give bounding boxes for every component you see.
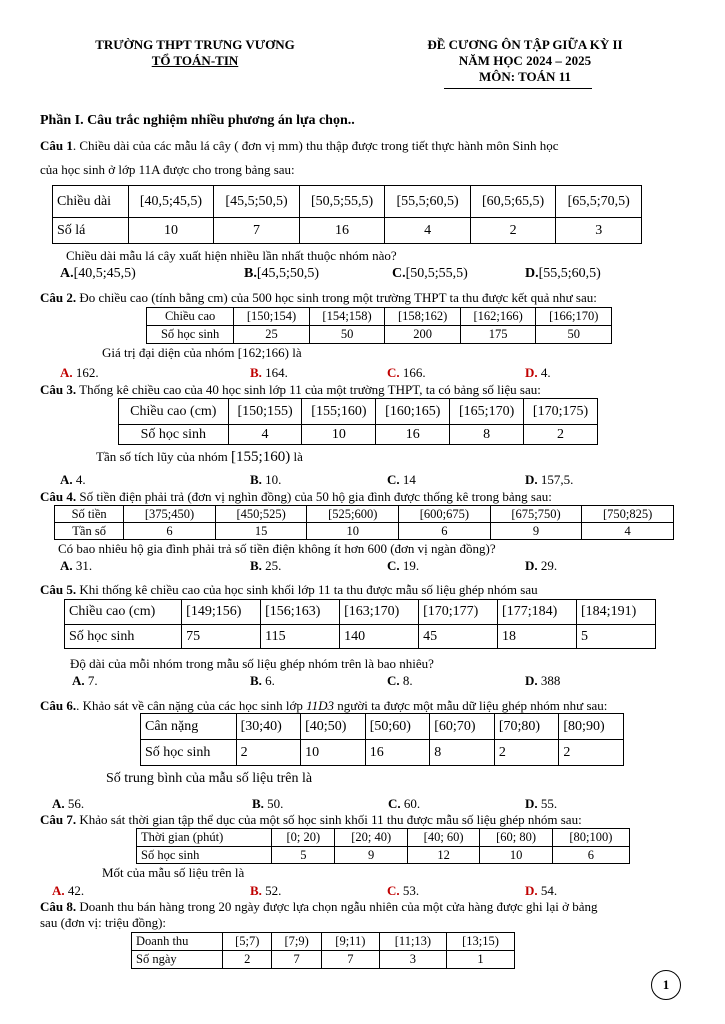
option-letter: C. (387, 558, 400, 573)
table-cell: 3 (379, 951, 446, 969)
table-cell: [184;191) (577, 600, 656, 625)
option-text: 56. (67, 796, 85, 811)
option-letter: A. (52, 883, 65, 898)
prompt-text: Tần số tích lũy của nhóm (96, 449, 232, 464)
table-cell: [150;154) (234, 308, 310, 326)
table-cell: [30;40) (236, 714, 301, 740)
option-letter: C. (387, 472, 400, 487)
option-c[interactable] (387, 365, 426, 381)
table-cell: 8 (430, 740, 495, 766)
table-cell: [50,5;55,5) (299, 186, 385, 218)
document-title: ĐỀ CƯƠNG ÔN TẬP GIỮA KỲ II (427, 37, 623, 52)
option-text: 50. (267, 796, 284, 811)
option-text: 29. (540, 558, 558, 573)
table-cell: [80;100) (552, 829, 629, 847)
question-label: Câu 3. (40, 382, 77, 397)
question-7-prompt: Mốt của mẫu số liệu trên là (102, 865, 245, 880)
option-a[interactable] (52, 883, 84, 899)
option-letter: A. (60, 472, 73, 487)
table-cell: 15 (215, 523, 307, 540)
question-label: Câu 6. (40, 698, 77, 713)
table-cell: Số học sinh (119, 425, 229, 445)
question-text: Khi thống kê chiều cao của học sinh khối lớp 11 ta thu được mẫu số liệu ghép nhóm sau (76, 582, 538, 597)
table-cell: [162;166) (460, 308, 536, 326)
option-letter: D. (525, 673, 538, 688)
table-cell: [20; 40) (335, 829, 407, 847)
question-6-text (40, 698, 607, 714)
table-cell: 16 (365, 740, 430, 766)
table-cell: 6 (399, 523, 491, 540)
table-cell: [70;80) (494, 714, 559, 740)
option-a[interactable] (52, 796, 84, 812)
table-cell: [40; 60) (407, 829, 479, 847)
question-7-text (40, 812, 582, 828)
table-cell: [170;175) (524, 399, 598, 425)
option-letter: B. (244, 266, 257, 281)
option-text: 7. (87, 673, 98, 688)
q5-table (64, 599, 656, 649)
table-cell: 12 (407, 847, 479, 864)
table-cell: 45 (419, 625, 498, 649)
table-cell: [163;170) (340, 600, 419, 625)
option-d[interactable] (525, 558, 557, 574)
table-cell: [13;15) (447, 933, 515, 951)
table-cell: [600;675) (399, 506, 491, 523)
question-2-prompt: Giá trị đại diện của nhóm [162;166) là (102, 345, 302, 360)
table-cell: 2 (494, 740, 559, 766)
table-cell: Số ngày (132, 951, 223, 969)
question-8-text (40, 899, 598, 915)
table-cell: Số lá (53, 218, 129, 244)
option-c[interactable] (387, 883, 419, 899)
question-label: Câu 7. (40, 812, 77, 827)
table-cell: [60;70) (430, 714, 495, 740)
table-cell: 115 (261, 625, 340, 649)
table-cell: Doanh thu (132, 933, 223, 951)
option-d[interactable] (525, 472, 573, 488)
table-cell: 5 (272, 847, 335, 864)
table-cell: [55,5;60,5) (385, 186, 471, 218)
option-letter: A. (52, 796, 65, 811)
option-c[interactable] (392, 266, 468, 282)
table-cell: [675;750) (490, 506, 582, 523)
table-cell: 10 (301, 740, 366, 766)
q4-table (54, 505, 674, 540)
question-label: Câu 1 (40, 138, 73, 153)
option-d[interactable] (525, 365, 551, 381)
option-letter: C. (388, 796, 401, 811)
table-cell: 4 (228, 425, 302, 445)
option-letter: D. (525, 558, 538, 573)
option-text: 52. (265, 883, 282, 898)
question-8-text-2: sau (đơn vị: triệu đồng): (40, 915, 167, 930)
table-cell: 9 (490, 523, 582, 540)
table-cell: 1 (447, 951, 515, 969)
table-cell: [11;13) (379, 933, 446, 951)
option-letter: B. (250, 365, 262, 380)
table-cell: Chiều dài (53, 186, 129, 218)
option-letter: C. (387, 673, 400, 688)
question-5-text (40, 582, 538, 598)
option-c[interactable] (387, 472, 416, 488)
q3-table (118, 398, 598, 445)
question-3-prompt (96, 449, 303, 466)
question-label: Câu 4. (40, 489, 77, 504)
q1-table (52, 185, 642, 244)
option-text: 157,5. (540, 472, 574, 487)
question-1-text-2: của học sinh ở lớp 11A được cho trong bảng sau: (40, 162, 295, 177)
prompt-text: là (290, 449, 303, 464)
option-letter: D. (525, 883, 538, 898)
table-cell: 6 (124, 523, 216, 540)
table-cell: [50;60) (365, 714, 430, 740)
option-b[interactable] (252, 796, 283, 812)
subject: MÔN: TOÁN 11 (479, 69, 571, 84)
option-text: [45,5;50,5) (256, 266, 320, 281)
table-cell: [5;7) (223, 933, 272, 951)
option-letter: A. (60, 365, 73, 380)
question-2-text (40, 290, 597, 306)
table-cell: 200 (385, 326, 461, 344)
option-b[interactable] (250, 673, 275, 689)
question-4-prompt: Có bao nhiêu hộ gia đình phải trả số tiền điện không ít hơn 600 (đơn vị ngàn đồng)? (58, 541, 496, 556)
table-cell: [150;155) (228, 399, 302, 425)
option-b[interactable] (250, 558, 281, 574)
table-cell: [160;165) (376, 399, 450, 425)
table-cell: 75 (182, 625, 261, 649)
option-text: 4. (540, 365, 551, 380)
option-d[interactable] (525, 266, 601, 282)
option-letter: C. (387, 883, 400, 898)
table-cell: Tần số (55, 523, 124, 540)
option-text: 164. (265, 365, 288, 380)
class-name: 11D3 (306, 698, 335, 713)
option-letter: B. (250, 558, 262, 573)
table-cell: 8 (450, 425, 524, 445)
question-text: Thống kê chiều cao của 40 học sinh lớp 11 của một trường THPT, ta có bảng số liệu sau: (76, 382, 541, 397)
table-cell: [65,5;70,5) (556, 186, 642, 218)
table-cell: [40;50) (301, 714, 366, 740)
table-cell: Thời gian (phút) (137, 829, 272, 847)
question-text: . Khảo sát về cân nặng của các học sinh lớp (76, 698, 307, 713)
question-text: . Chiều dài của các mẫu lá cây ( đơn vị mm) thu thập được trong tiết thực hành môn Sinh học (72, 138, 559, 153)
option-letter: C. (387, 365, 400, 380)
option-letter: B. (250, 673, 262, 688)
table-cell: Số học sinh (147, 326, 234, 344)
table-cell: [525;600) (307, 506, 399, 523)
table-cell: [9;11) (321, 933, 379, 951)
option-text: 55. (540, 796, 558, 811)
question-1-prompt: Chiều dài mẫu lá cây xuất hiện nhiều lần nhất thuộc nhóm nào? (66, 248, 397, 263)
table-cell: [7;9) (272, 933, 321, 951)
table-cell: Số học sinh (141, 740, 237, 766)
table-cell: 7 (214, 218, 300, 244)
table-cell: [158;162) (385, 308, 461, 326)
option-text: [50,5;55,5) (405, 266, 468, 281)
option-text: 53. (402, 883, 420, 898)
q2-table (146, 307, 612, 344)
option-c[interactable] (387, 558, 419, 574)
table-cell: 16 (299, 218, 385, 244)
q7-table (136, 828, 630, 864)
option-letter: B. (250, 883, 262, 898)
table-cell: [149;156) (182, 600, 261, 625)
table-cell: [450;525) (215, 506, 307, 523)
option-text: [55,5;60,5) (538, 266, 601, 281)
prompt-interval: [155;160) (231, 449, 291, 465)
table-cell: 175 (460, 326, 536, 344)
option-a[interactable] (72, 673, 98, 689)
option-text: 10. (265, 472, 282, 487)
part-heading: Phần I. Câu trắc nghiệm nhiều phương án lựa chọn.. (40, 113, 355, 128)
table-cell: [154;158) (309, 308, 385, 326)
table-cell: [375;450) (124, 506, 216, 523)
page-number: 1 (651, 970, 681, 1000)
question-6-prompt: Số trung bình của mẫu số liệu trên là (106, 771, 313, 786)
table-cell: [166;170) (536, 308, 612, 326)
table-cell: Chiều cao (147, 308, 234, 326)
table-cell: Chiều cao (cm) (119, 399, 229, 425)
table-cell: 50 (309, 326, 385, 344)
option-text: [40,5;45,5) (73, 266, 136, 281)
option-a[interactable] (60, 558, 92, 574)
table-cell: Chiều cao (cm) (65, 600, 182, 625)
question-4-text (40, 489, 552, 505)
table-cell: 2 (559, 740, 624, 766)
question-text: Đo chiều cao (tính bằng cm) của 500 học sinh trong một trường THPT ta thu được kết quả như sau: (76, 290, 597, 305)
table-cell: [750;825) (582, 506, 674, 523)
department-name: TỔ TOÁN-TIN (151, 53, 239, 68)
option-letter: D. (525, 266, 539, 281)
table-cell: 10 (128, 218, 214, 244)
option-b[interactable] (250, 472, 281, 488)
option-text: 25. (265, 558, 282, 573)
table-cell: Số tiền (55, 506, 124, 523)
option-b[interactable] (250, 365, 288, 381)
table-cell: 25 (234, 326, 310, 344)
option-b[interactable] (250, 883, 281, 899)
option-c[interactable] (388, 796, 420, 812)
table-cell: 16 (376, 425, 450, 445)
option-a[interactable] (60, 365, 99, 381)
option-text: 19. (402, 558, 420, 573)
table-cell: [170;177) (419, 600, 498, 625)
option-a[interactable] (60, 266, 136, 282)
question-label: Câu 2. (40, 290, 77, 305)
option-d[interactable] (525, 796, 557, 812)
option-c[interactable] (387, 673, 413, 689)
option-letter: B. (250, 472, 262, 487)
table-cell: 7 (272, 951, 321, 969)
question-1-text (40, 138, 558, 154)
option-letter: A. (60, 558, 73, 573)
table-cell: [156;163) (261, 600, 340, 625)
table-cell: 5 (577, 625, 656, 649)
table-cell: 4 (385, 218, 471, 244)
option-text: 42. (67, 883, 85, 898)
option-letter: B. (252, 796, 264, 811)
table-cell: [80;90) (559, 714, 624, 740)
option-text: 4. (75, 472, 86, 487)
table-cell: Số học sinh (65, 625, 182, 649)
table-cell: [60; 80) (480, 829, 552, 847)
table-cell: 18 (498, 625, 577, 649)
table-cell: [60,5;65,5) (470, 186, 556, 218)
option-letter: D. (525, 365, 538, 380)
question-text: Doanh thu bán hàng trong 20 ngày được lựa chọn ngẫu nhiên của một cửa hàng được ghi lại ở bảng (76, 899, 598, 914)
table-cell: 4 (582, 523, 674, 540)
table-cell: 9 (335, 847, 407, 864)
table-cell: [155;160) (302, 399, 376, 425)
question-text: Khảo sát thời gian tập thể dục của một số học sinh khối 11 thu được mẫu số liệu ghép nhóm sau: (76, 812, 582, 827)
option-text: 166. (402, 365, 426, 380)
question-label: Câu 5. (40, 582, 77, 597)
option-letter: A. (60, 266, 74, 281)
option-text: 31. (75, 558, 93, 573)
table-cell: [165;170) (450, 399, 524, 425)
option-text: 8. (402, 673, 413, 688)
option-a[interactable] (60, 472, 86, 488)
table-cell: 50 (536, 326, 612, 344)
table-cell: 2 (223, 951, 272, 969)
q8-table (131, 932, 515, 969)
question-text: người ta được một mẫu dữ liệu ghép nhóm như sau: (334, 698, 608, 713)
option-letter: C. (392, 266, 406, 281)
q6-table (140, 713, 624, 766)
option-text: 388 (540, 673, 561, 688)
table-cell: Số học sinh (137, 847, 272, 864)
table-cell: [45,5;50,5) (214, 186, 300, 218)
option-d[interactable] (525, 883, 557, 899)
option-text: 6. (265, 673, 275, 688)
table-cell: 2 (236, 740, 301, 766)
table-cell: 2 (470, 218, 556, 244)
table-cell: [177;184) (498, 600, 577, 625)
table-cell: 2 (524, 425, 598, 445)
table-cell: 6 (552, 847, 629, 864)
table-cell: [40,5;45,5) (128, 186, 214, 218)
table-cell: Cân nặng (141, 714, 237, 740)
table-cell: 10 (302, 425, 376, 445)
table-cell: 140 (340, 625, 419, 649)
header-divider (444, 88, 592, 89)
question-3-text (40, 382, 541, 398)
question-5-prompt: Độ dài của mỗi nhóm trong mẫu số liệu ghép nhóm trên là bao nhiêu? (70, 656, 434, 671)
table-cell: 10 (307, 523, 399, 540)
table-cell: [0; 20) (272, 829, 335, 847)
school-year: NĂM HỌC 2024 – 2025 (458, 53, 592, 68)
option-text: 54. (540, 883, 558, 898)
table-cell: 10 (480, 847, 552, 864)
option-b[interactable] (244, 266, 319, 282)
table-cell: 7 (321, 951, 379, 969)
question-text: Số tiền điện phải trả (đơn vị nghìn đồng) của 50 hộ gia đình được thống kê trong bảng sau: (76, 489, 552, 504)
option-text: 60. (403, 796, 421, 811)
option-text: 162. (75, 365, 99, 380)
option-d[interactable] (525, 673, 560, 689)
option-letter: D. (525, 796, 538, 811)
school-name: TRƯỜNG THPT TRƯNG VƯƠNG (95, 37, 295, 52)
option-letter: D. (525, 472, 538, 487)
option-letter: A. (72, 673, 85, 688)
option-text: 14 (402, 472, 416, 487)
question-label: Câu 8. (40, 899, 77, 914)
table-cell: 3 (556, 218, 642, 244)
